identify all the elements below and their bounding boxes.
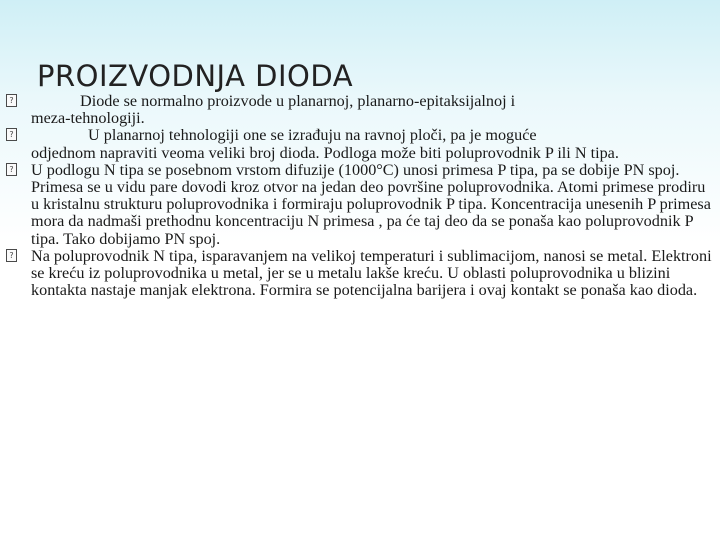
paragraph-3 — [0, 162, 712, 248]
slide-body — [0, 93, 712, 299]
paragraph-2-first-line: U planarnoj tehnologiji one se izrađuju na ravnoj ploči, pa je moguće — [88, 126, 537, 145]
paragraph-1-text: meza-tehnologiji. — [31, 109, 145, 128]
paragraph-1 — [0, 93, 712, 127]
paragraph-4-text: Na poluprovodnik N tipa, isparavanjem na velikoj temperaturi i sublimacijom, nanosi se metal. Elektroni se kreću iz poluprovodnika u metal, jer se u metalu lakše kreću. U oblasti poluprovodnika u blizini kontakta nastaje manjak elektrona. Formira se potencijalna barijera i ovaj kontakt se ponaša kao dioda. — [31, 246, 712, 300]
bullet-icon — [6, 249, 17, 262]
bullet-icon — [6, 94, 17, 107]
paragraph-3-text: U podlogu N tipa se posebnom vrstom difuzije (1000°C) unosi primesa P tipa, pa se dobije PN spoj. Primesa se u vidu pare dovodi kroz otvor na jedan deo površine poluprovodnika. Atomi primese prodiru u kristalnu strukturu poluprovodnika i formiraju poluprovodnik P tipa. Koncentracija unesenih P primesa mora da nadmaši prethodnu koncentraciju N primesa , pa će taj deo da se ponaša kao poluprovodnik P tipa. Tako dobijamo PN spoj. — [31, 160, 711, 248]
bullet-icon — [6, 163, 17, 176]
paragraph-4 — [0, 248, 712, 300]
paragraph-2 — [0, 127, 712, 161]
paragraph-2-text: odjednom napraviti veoma veliki broj dioda. Podloga može biti poluprovodnik P ili N tipa. — [31, 143, 619, 162]
slide-title: PROIZVODNJA DIODA — [37, 59, 354, 93]
paragraph-1-first-line: Diode se normalno proizvode u planarnoj, planarno-epitaksijalnoj i — [80, 92, 516, 110]
bullet-icon — [6, 128, 17, 141]
